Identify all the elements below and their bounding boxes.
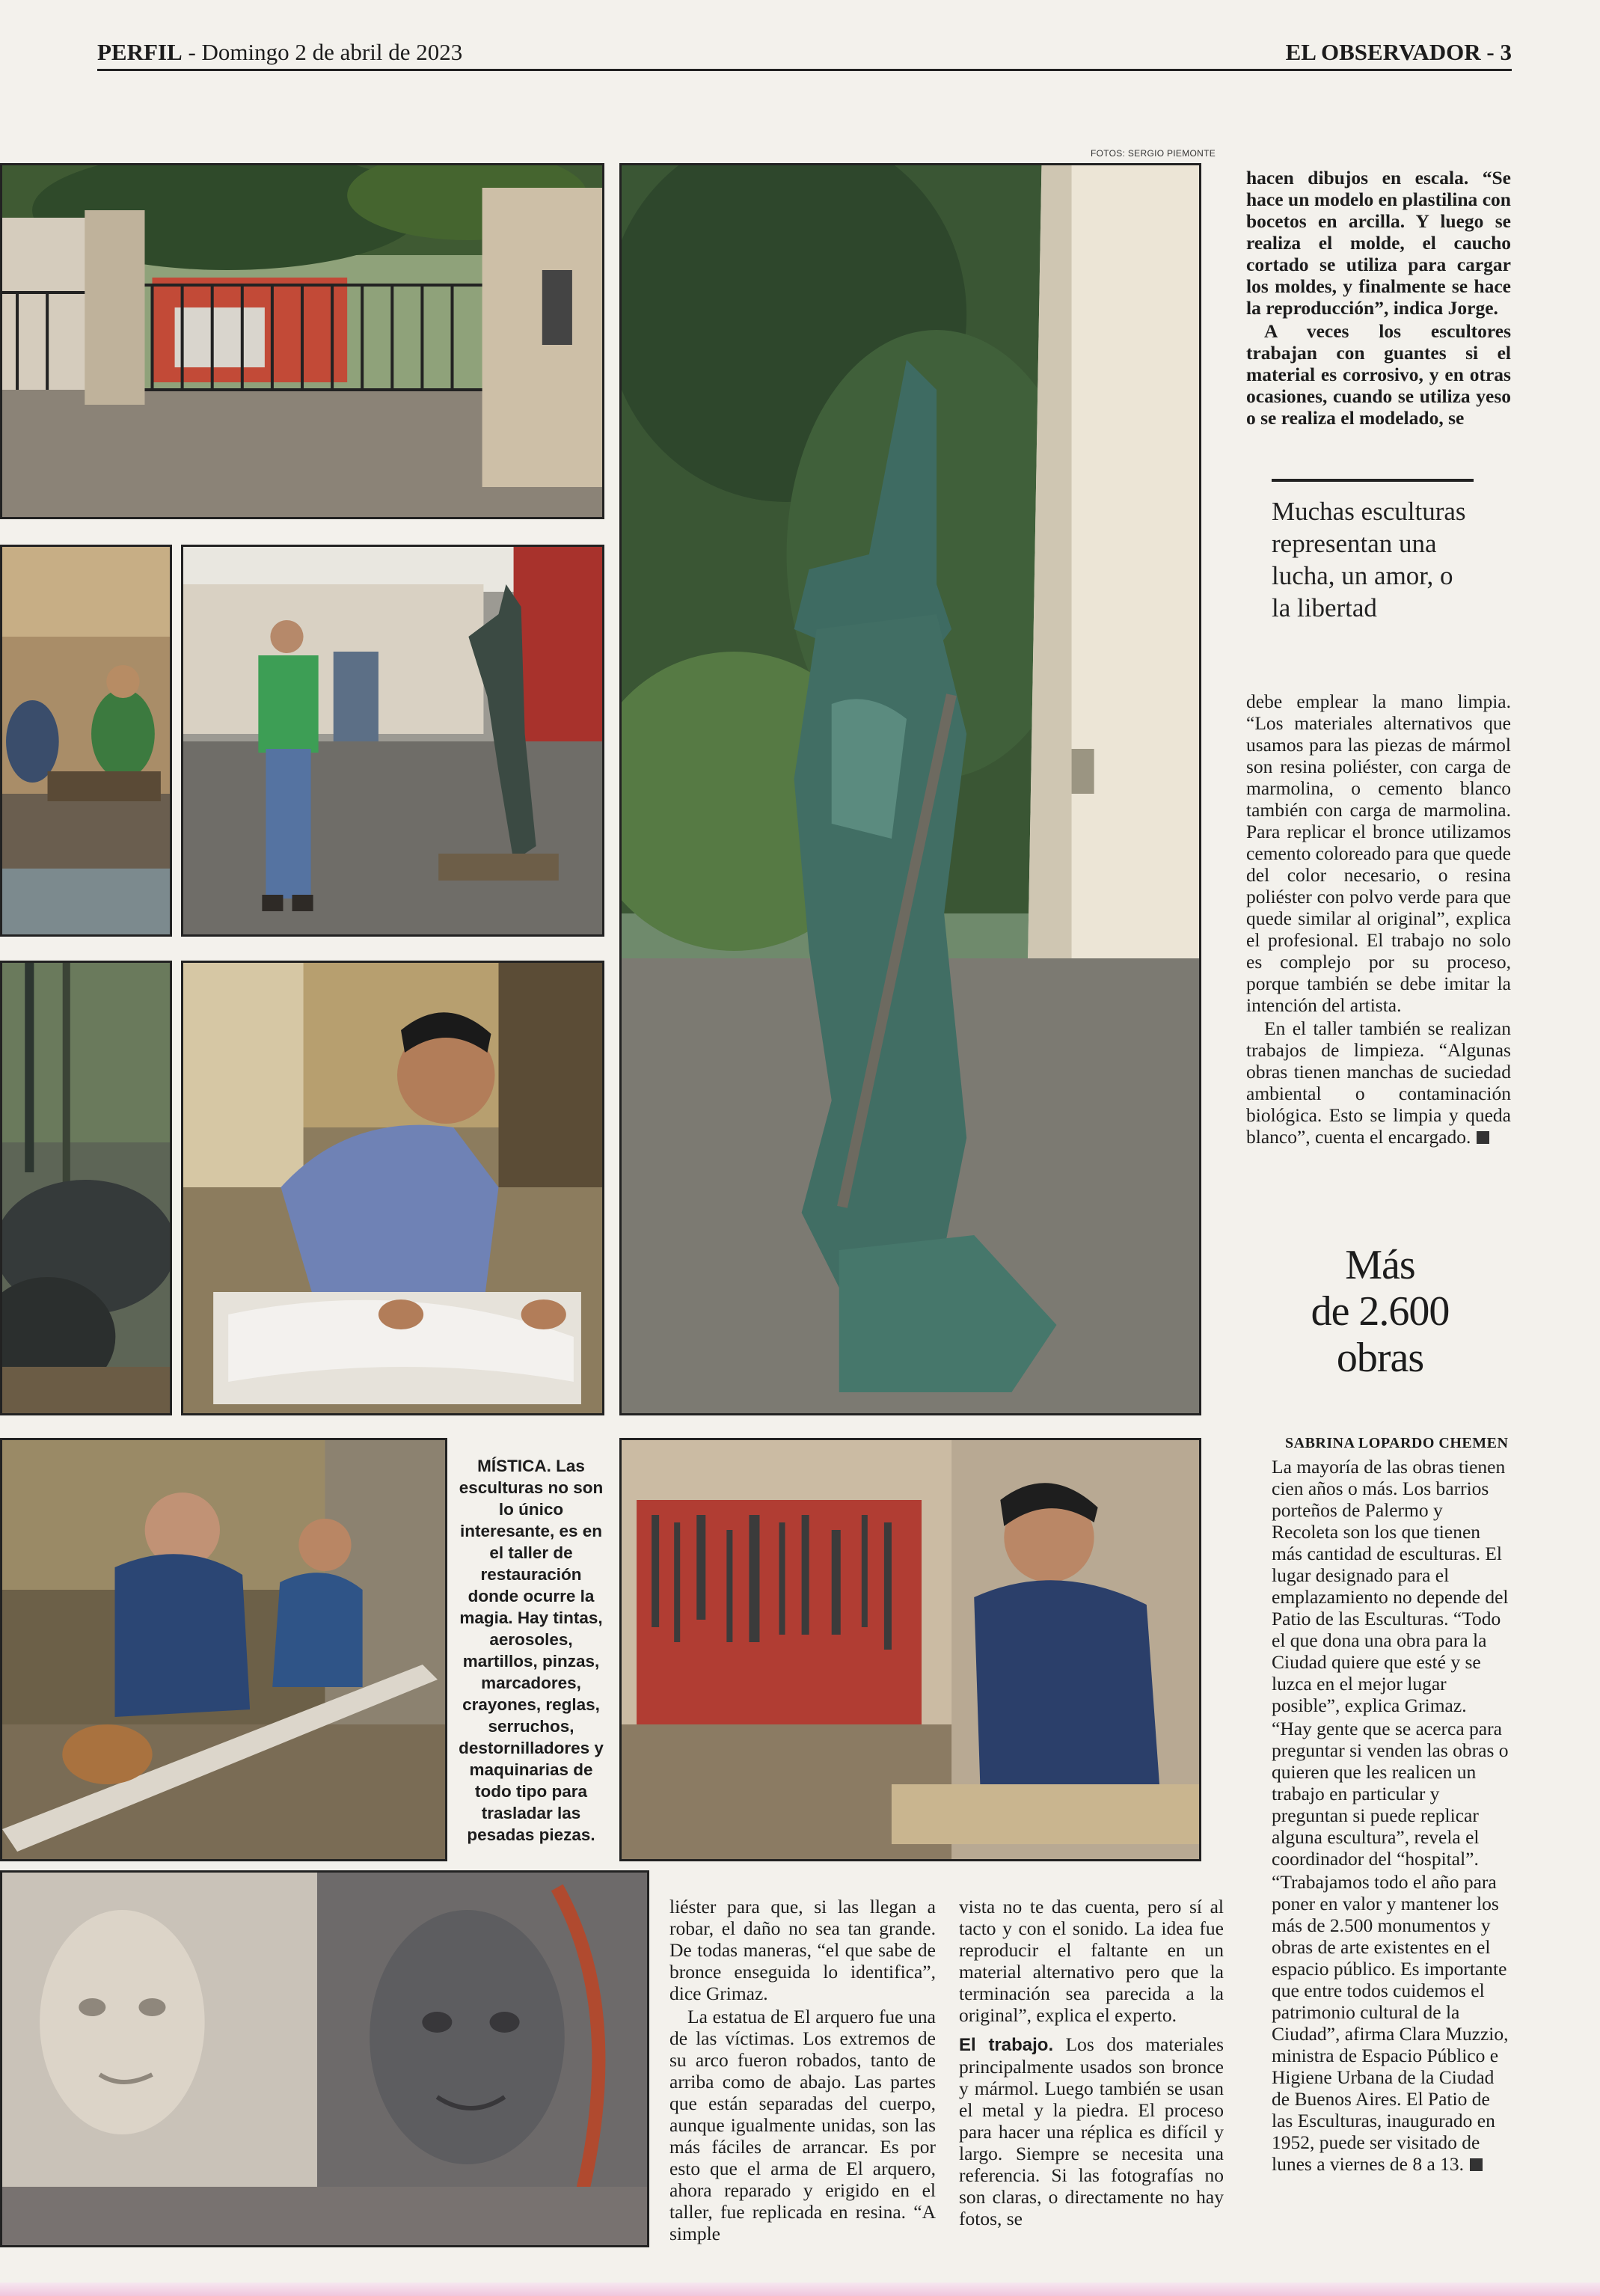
caption-text: Las esculturas no son lo único interesante, es en el taller de restauración donde ocurre la magia. Hay tintas, aerosoles, martillos, pinzas, marcadores, crayones, reglas, serruchos, destornilladores y maquinarias de todo tipo para trasladar las pesadas piezas. <box>459 1457 604 1844</box>
section-heading: El trabajo. <box>959 2035 1054 2055</box>
pull-quote: Muchas esculturas representan una lucha, un amor, o la libertad <box>1272 479 1474 624</box>
photo-two-restorers <box>0 1438 447 1861</box>
paragraph <box>1272 1871 1509 2175</box>
photo-credit: FOTOS: SERGIO PIEMONTE <box>1091 148 1216 159</box>
sidebar-title-line: Más <box>1345 1242 1415 1288</box>
paragraph-text: En el taller también se realizan trabajos de limpieza. “Algunas obras tienen manchas de suciedad ambiental o contaminación biológica. Esto se limpia y queda blanco”, cuenta el encargado. <box>1246 1017 1511 1148</box>
right-column-top <box>1246 167 1511 430</box>
photo-workshop-gate <box>0 163 604 519</box>
photo-tool-wall <box>619 1438 1201 1861</box>
paragraph: “Hay gente que se acerca para preguntar si venden las obras o quieren que les realicen un trabajo en particular y preguntan si puede replicar alguna escultura”, revela el coordinador del “hospital”. <box>1272 1718 1509 1870</box>
photo-restorer-carving <box>181 961 604 1415</box>
sidebar-title-line: de 2.600 <box>1311 1288 1450 1335</box>
section-page: EL OBSERVADOR - 3 <box>1285 39 1512 65</box>
header-left <box>97 39 462 66</box>
photo-worker-bench <box>0 545 172 937</box>
issue-date: - Domingo 2 de abril de 2023 <box>182 39 463 65</box>
sidebar-title-line: obras <box>1336 1335 1424 1381</box>
publication-name: PERFIL <box>97 39 183 65</box>
page-bottom-edge <box>0 2283 1600 2296</box>
sidebar-body <box>1272 1456 1509 2176</box>
paragraph: hacen dibujos en escala. “Se hace un modelo en plastilina con bocetos en arcilla. Y luego se realiza el molde, el caucho cortado se utiliza para cargar los moldes, y finalmente se hace la reproducción”, indica Jorge. <box>1246 167 1511 319</box>
sidebar-title <box>1257 1242 1504 1381</box>
paragraph: liéster para que, si las llegan a robar, el daño no sea tan grande. De todas maneras, “el que sabe de bronce enseguida lo identifica”, dice Grimaz. <box>669 1896 936 2004</box>
end-mark-icon <box>1470 2158 1483 2171</box>
bottom-column-2 <box>959 1896 1224 2231</box>
paragraph: debe emplear la mano limpia. “Los materiales alternativos que usamos para las piezas de mármol son resina poliéster, con carga de marmolina, o cemento blanco también con carga de marmolina. Para replicar el bronce utilizamos cemento coloreado para que quede del color necesario, o resina poliéster con polvo verde para que quede similar al original”, explica el profesional. El trabajo no solo es complejo por su proceso, porque también se debe imitar la intención del artista. <box>1246 691 1511 1016</box>
paragraph: vista no te das cuenta, pero sí al tacto y con el sonido. La idea fue reproducir el faltante en un material alternativo pero que la terminación sea parecida a la original”, explica el experto. <box>959 1896 1224 2026</box>
paragraph <box>1246 1017 1511 1148</box>
bottom-column-1 <box>669 1896 936 2246</box>
caption-lead: MÍSTICA. <box>477 1457 551 1475</box>
paragraph <box>959 2033 1224 2229</box>
end-mark-icon <box>1477 1131 1489 1144</box>
paragraph-text: “Trabajamos todo el año para poner en valor y mantener los más de 2.500 monumentos y obras de arte existentes en el espacio público. Es importante que entre todos cuidemos el patrimonio cultural de la Ciudad”, afirma Clara Muzzio, ministra de Espacio Público e Higiene Urbana de la Ciudad de Buenos Aires. El Patio de las Esculturas, inaugurado en 1952, puede ser visitado de lunes a viernes de 8 a 13. <box>1272 1871 1509 2175</box>
page-header <box>97 36 1512 71</box>
photo-caption <box>458 1455 604 1846</box>
paragraph: La estatua de El arquero fue una de las víctimas. Los extremos de su arco fueron robados, tanto de arriba como de abajo. Las partes que están separadas del cuerpo, aunque igualmente unidas, son las más fáciles de arrancar. Es por esto que el arma de El arquero, ahora reparado y erigido en el taller, fue replicada en resina. “A simple <box>669 2006 936 2244</box>
photo-sculpted-faces <box>0 1870 649 2247</box>
photo-man-standing <box>181 545 604 937</box>
byline: SABRINA LOPARDO CHEMEN <box>1285 1435 1509 1451</box>
paragraph: A veces los escultores trabajan con guantes si el material es corrosivo, y en otras ocasiones, cuando se utiliza yeso o se realiza el modelado, se <box>1246 320 1511 429</box>
show-through-text <box>112 112 117 132</box>
photo-statue-courtyard <box>619 163 1201 1415</box>
right-column-mid <box>1246 691 1511 1149</box>
photo-workshop-materials <box>0 961 172 1415</box>
paragraph: La mayoría de las obras tienen cien años o más. Los barrios porteños de Palermo y Recoleta son los que tienen más cantidad de esculturas. El lugar designado para el emplazamiento no depende del Patio de las Esculturas. “Todo el que dona una obra para la Ciudad quiere que esté y se luzca en el mejor lugar posible”, explica Grimaz. <box>1272 1456 1509 1716</box>
paragraph-text: Los dos materiales principalmente usados son bronce y mármol. Luego también se usan el metal y la piedra. El proceso para hacer una réplica es difícil y largo. Siempre se necesita una referencia. Si las fotografías no son claras, o directamente no hay fotos, se <box>959 2033 1224 2229</box>
